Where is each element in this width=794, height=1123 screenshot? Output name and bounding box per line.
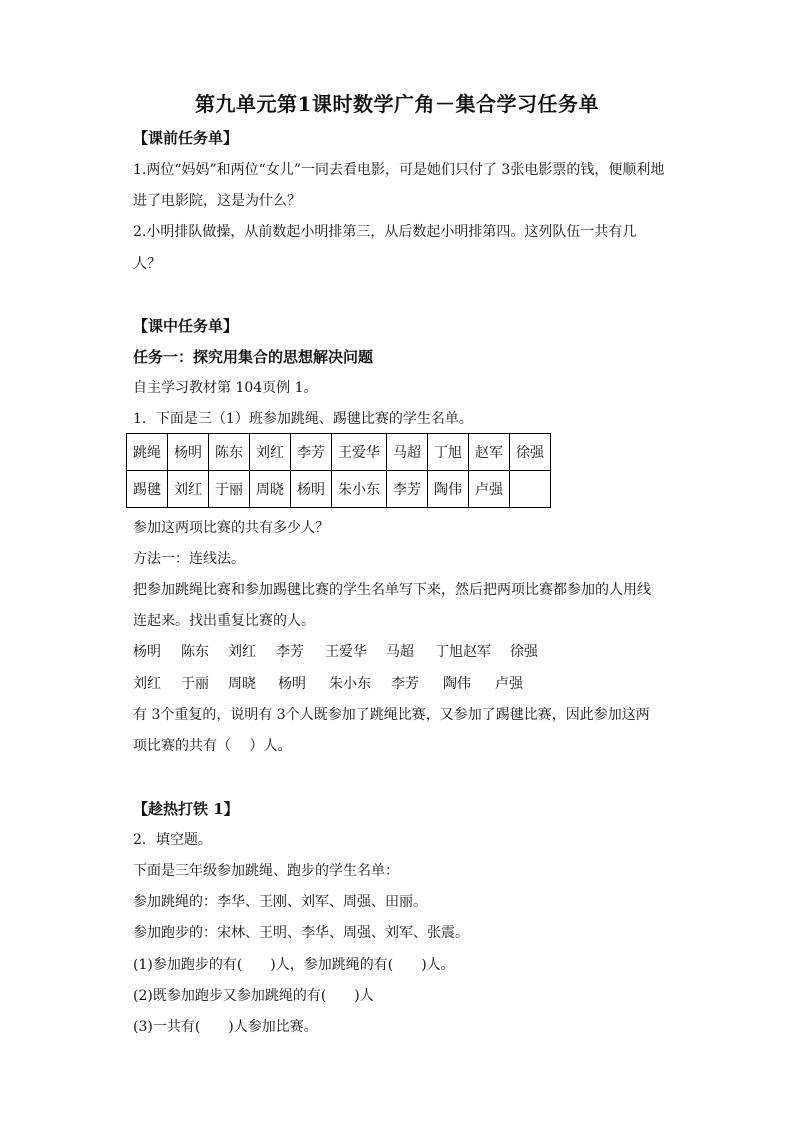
table-cell: 徐强 [510,434,551,471]
question-2-title: 2．填空题。 [133,832,212,848]
list-item: 朱小东 [329,676,371,692]
question-1-intro: 1．下面是三（1）班参加跳绳、踢毽比赛的学生名单。 [133,411,473,427]
table-cell: 卢强 [469,471,510,508]
table-cell: 跳绳 [127,434,168,471]
name-list-table [126,433,551,508]
pre-task-question-2-line-2: 人？ [133,256,161,272]
running-list: 参加跑步的：宋林、王明、李华、周强、刘军、张震。 [133,925,469,941]
list-item: 刘红 [133,676,161,692]
table-row-jump-rope [127,434,551,471]
pre-task-question-2-line-1: 2.小明排队做操，从前数起小明排第三，从后数起小明排第四。这列队伍一共有几 [133,224,637,240]
table-row-shuttlecock [127,471,551,508]
table-cell: 赵军 [469,434,510,471]
study-note: 自主学习教材第 104页例 1。 [133,380,318,396]
method-1-description-line-1: 把参加跳绳比赛和参加踢毽比赛的学生名单写下来，然后把两项比赛都参加的人用线 [133,582,651,598]
table-cell: 陶伟 [428,471,469,508]
conclusion-line-2: 项比赛的共有（ ）人。 [133,738,292,754]
table-cell: 李芳 [387,471,428,508]
list-item: 李芳 [391,676,419,692]
table-cell: 马超 [387,434,428,471]
conclusion-line-1: 有 3个重复的，说明有 3个人既参加了跳绳比赛，又参加了踢毽比赛，因此参加这两 [133,707,650,723]
list-item: 王爱华 [325,644,367,660]
table-cell: 刘红 [250,434,291,471]
list-item: 丁旭赵军 [435,644,491,660]
table-cell: 杨明 [168,434,209,471]
list-item: 杨明 [133,644,161,660]
table-cell: 杨明 [291,471,332,508]
total-question: 参加这两项比赛的共有多少人？ [133,520,329,536]
list-item: 卢强 [495,676,523,692]
pre-task-question-1-line-2: 进了电影院，这是为什么？ [133,193,301,209]
table-cell [510,471,551,508]
list-item: 徐强 [510,644,538,660]
method-1-description-line-2: 连起来。找出重复比赛的人。 [133,613,315,629]
list-item: 李芳 [276,644,304,660]
sub-question-3: (3)一共有( )人参加比赛。 [133,1019,318,1035]
table-cell: 刘红 [168,471,209,508]
pre-task-question-1-line-1: 1.两位“妈妈”和两位“女儿”一同去看电影，可是她们只付了 3张电影票的钱，便顺利地 [133,162,665,178]
list-item: 于丽 [181,676,209,692]
task-1-title: 任务一：探究用集合的思想解决问题 [133,348,374,366]
page-title: 第九单元第1课时数学广角－集合学习任务单 [195,92,599,116]
table-cell: 于丽 [209,471,250,508]
table-cell: 陈东 [209,434,250,471]
table-cell: 丁旭 [428,434,469,471]
table-cell: 周晓 [250,471,291,508]
jump-rope-list: 参加跳绳的：李华、王刚、刘军、周强、田丽。 [133,894,427,910]
table-cell: 朱小东 [332,471,387,508]
in-class-heading: 【课中任务单】 [133,317,239,335]
sub-question-2: (2)既参加跑步又参加跳绳的有( )人 [133,988,374,1004]
practice-heading: 【趁热打铁 1】 [133,800,239,818]
table-cell: 踢毽 [127,471,168,508]
list-item: 陶伟 [443,676,471,692]
list-item: 刘红 [228,644,256,660]
list-item: 陈东 [181,644,209,660]
practice-intro: 下面是三年级参加跳绳、跑步的学生名单： [133,863,399,879]
method-1-label: 方法一：连线法。 [133,551,245,567]
list-item: 周晓 [228,676,256,692]
list-item: 杨明 [278,676,306,692]
pre-task-heading: 【课前任务单】 [133,129,239,147]
table-cell: 王爱华 [332,434,387,471]
sub-question-1: (1)参加跑步的有( )人，参加跳绳的有( )人。 [133,957,455,973]
list-item: 马超 [386,644,414,660]
table-cell: 李芳 [291,434,332,471]
